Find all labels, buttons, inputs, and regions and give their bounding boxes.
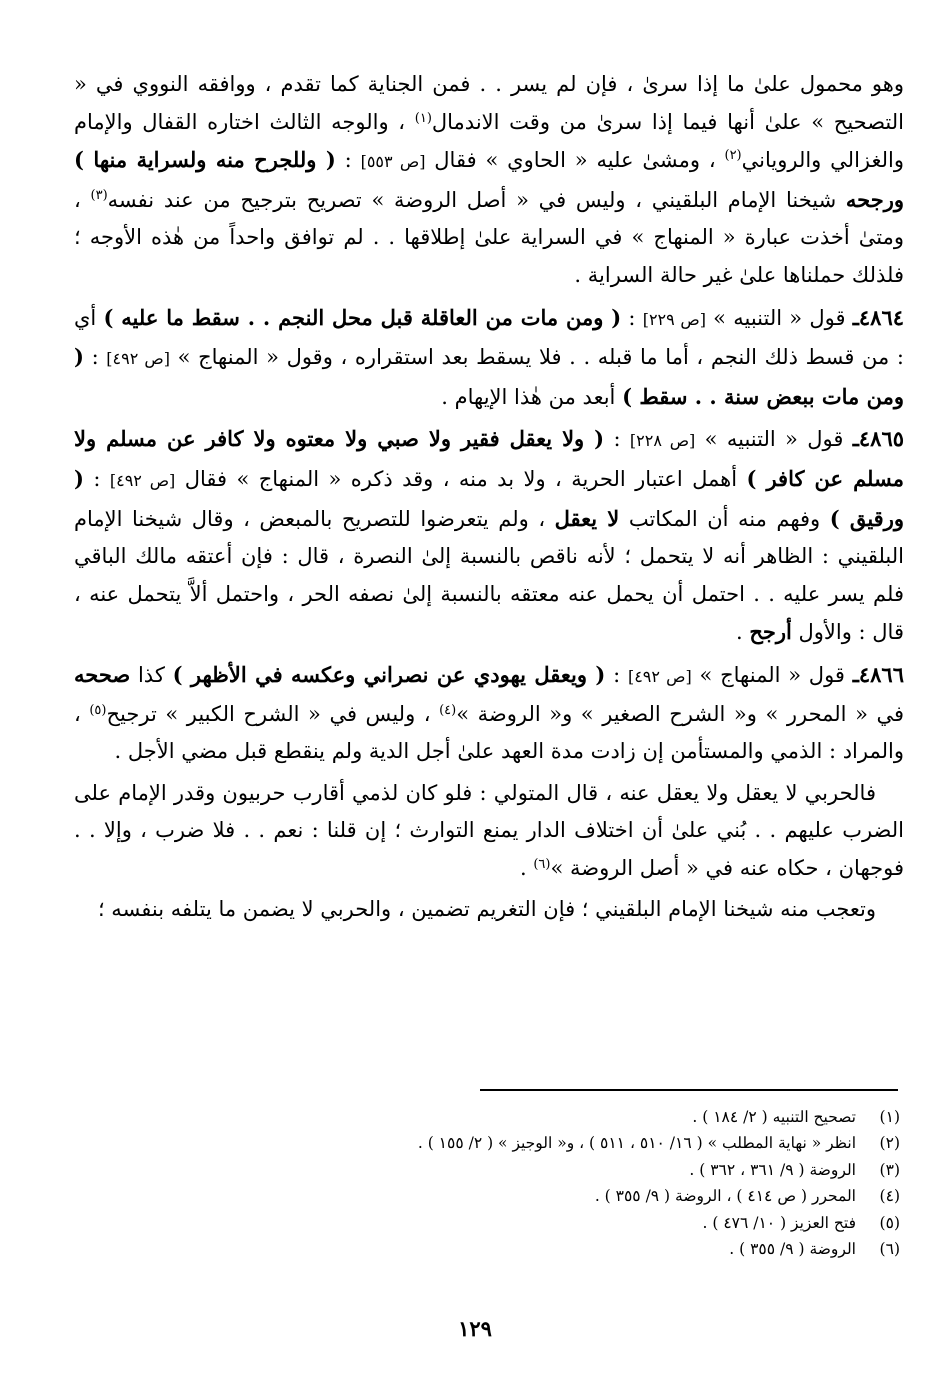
quoted-text: لا يعقل: [554, 505, 620, 531]
text: ، وليس في « الشرح الكبير » ترجيح: [106, 701, 440, 726]
text: .: [519, 855, 534, 880]
footnote-text: تصحيح التنبيه ( ٢/ ١٨٤ ) .: [692, 1108, 856, 1126]
text-line: أخذت عبارة « المنهاج » في السراية علىٰ إطلاقها . . لم توافق واحداً من هٰذه الأوجه ؛ فلذلك: [74, 225, 904, 287]
page-ref: [ص ٢٢٨]: [629, 431, 696, 451]
quoted-text: أرجح: [749, 619, 792, 645]
text: :: [621, 305, 643, 330]
page-number: ١٢٩: [458, 1316, 492, 1341]
footnote-ref: (٤): [439, 702, 457, 718]
issue-number: ٤٨٦٦ـ: [852, 661, 904, 687]
text-line: « التصحيح » علىٰ أنها فيما إذا سرىٰ من وقت الاندمال: [74, 72, 904, 134]
paragraph-bulqini: [74, 891, 904, 929]
text-line: ، ومشىٰ عليه « الحاوي » فقال: [425, 148, 725, 173]
text: :: [604, 427, 630, 452]
text: ، ولم يتعرضوا للتصريح بالمبعض ، وقال شيخنا الإمام البلقيني : الظاهر أنه لا يتحمل ؛ لأنه ناقص بالنسبة إلىٰ النصرة ، قال : فإن أعتقه مالك الباقي فلم يسر عليه . . احتمل أن يحمل عنه معتقه بالنسبة إلىٰ نصفه الحر ، واحتمل ألاَّ يتحمل عنه ، قال : والأول: [74, 506, 904, 645]
quoted-text: ورجحه: [845, 186, 904, 212]
text-line: :: [335, 148, 361, 173]
quoted-text: ( ورقيق ): [74, 465, 904, 531]
paragraph-4864: [74, 299, 904, 417]
footnote-item: [300, 1104, 900, 1130]
paragraph-1: [74, 66, 904, 295]
footnote-text: انظر « نهاية المطلب » ( ١٦/ ٥١٠ ، ٥١١ ) ، و« الوجيز » ( ٢/ ١٥٥ ) .: [417, 1134, 856, 1153]
paragraph-harbi: [74, 775, 904, 888]
text: كذا: [130, 662, 173, 687]
text: .: [735, 620, 750, 645]
text: أي : من قسط ذلك النجم ، أما ما قبله . . فلا يسقط بعد استقراره ، وقول « المنهاج »: [74, 305, 904, 370]
footnote-number: (٢): [879, 1134, 900, 1153]
footnote-number: (١): [879, 1108, 900, 1126]
text: أبعد من هٰذا الإيهام .: [441, 384, 623, 409]
footnote-text: الروضة ( ٩/ ٣٦١ ، ٣٦٢ ) .: [689, 1160, 856, 1179]
text: في « المحرر » و« الشرح الصغير » و« الروضة »: [456, 701, 905, 726]
footnotes: [300, 1104, 900, 1262]
paragraph-4866: [74, 656, 904, 771]
quoted-text: ( ومن مات من العاقلة قبل محل النجم . . سقط ما عليه ): [103, 304, 622, 330]
paragraph-4865: [74, 420, 904, 652]
quoted-text: ( ويعقل يهودي عن نصراني وعكسه في الأظهر ): [172, 661, 606, 687]
page-ref: [ص ٤٩٢]: [109, 470, 176, 490]
text-line: حملناها علىٰ غير حالة السراية .: [574, 262, 846, 287]
text: قول « المنهاج »: [691, 662, 853, 687]
text-line: ، والوجه الثالث اختاره القفال والإمام: [74, 109, 415, 134]
text: :: [83, 466, 110, 491]
footnote-item: [300, 1157, 900, 1183]
footnote-item: [300, 1236, 900, 1262]
quoted-text: ( ولا يعقل فقير ولا صبي ولا معتوه ولا كافر عن مسلم ولا مسلم عن كافر ): [74, 426, 904, 491]
footnote-text: فتح العزيز ( ١٠/ ٤٧٦ ) .: [702, 1213, 856, 1232]
text: أهمل اعتبار الحرية ، ولا بد منه ، وقد ذكره « المنهاج » فقال: [175, 466, 747, 491]
page-ref: [ص ٢٢٩]: [642, 309, 706, 329]
footnote-number: (٥): [879, 1213, 900, 1232]
issue-number: ٤٨٦٤ـ: [852, 304, 905, 330]
text: قول « التنبيه »: [695, 427, 853, 452]
page-ref: [ص ٤٩٢]: [627, 666, 692, 686]
text-line: ، ومتىٰ: [74, 187, 904, 250]
page-ref: [ص ٥٥٣]: [360, 152, 426, 172]
text-line: والغزالي والروياني: [741, 148, 904, 173]
quoted-text: ( ومن مات ببعض سنة . . سقط ): [74, 344, 904, 409]
footnote-text: المحرر ( ص ٤١٤ ) ، الروضة ( ٩/ ٣٥٥ ) .: [594, 1187, 856, 1206]
footnote-separator: [480, 1089, 898, 1091]
text: قول « التنبيه »: [705, 305, 853, 330]
footnote-number: (٤): [879, 1187, 900, 1206]
footnote-ref: (٣): [90, 187, 108, 203]
text: فالحربي لا يعقل ولا يعقل عنه ، قال المتولي : فلو كان لذمي أقارب حربيون وقدر الإمام على الضرب عليهم . . بُني علىٰ أن اختلاف الدار يمنع التوارث ؛ إن قلنا : نعم . . فلا ضرب ، وإلا . . فوجهان ، حكاه عنه في « أصل الروضة »: [74, 780, 904, 880]
footnote-ref: (٢): [724, 148, 742, 164]
footnote-item: [300, 1183, 900, 1209]
footnote-ref: (٦): [533, 856, 551, 872]
main-text: [74, 66, 904, 929]
text: وفهم منه أن المكاتب: [619, 506, 830, 531]
footnote-number: (٣): [879, 1160, 900, 1179]
text: ، والمراد : الذمي والمستأمن إن زادت مدة العهد علىٰ أجل الدية ولم ينقطع قبل مضي الأجل .: [74, 701, 904, 764]
footnote-ref: (١): [414, 110, 432, 126]
footnote-text: الروضة ( ٩/ ٣٥٥ ) .: [729, 1240, 856, 1259]
quoted-text: صححه: [74, 661, 131, 687]
text-line: شيخنا الإمام البلقيني ، وليس في « أصل الروضة » تصريح بترجيح من عند نفسه: [107, 187, 846, 212]
footnote-item: [300, 1210, 900, 1236]
text-line: وهو محمول علىٰ ما إذا سرىٰ ، فإن لم يسر . . فمن الجناية كما تقدم ، ووافقه النووي في: [95, 72, 904, 96]
footnote-ref: (٥): [89, 702, 107, 718]
issue-number: ٤٨٦٥ـ: [852, 426, 905, 452]
text: :: [605, 662, 628, 687]
text: :: [83, 345, 107, 370]
footnote-number: (٦): [879, 1240, 900, 1259]
page-ref: [ص ٤٩٢]: [106, 349, 170, 369]
quoted-text: ( وللجرح منه ولسراية منها ): [74, 147, 336, 173]
text: وتعجب منه شيخنا الإمام البلقيني ؛ فإن التغريم تضمين ، والحربي لا يضمن ما يتلفه بنفسه ؛: [97, 897, 876, 922]
footnote-item: [300, 1130, 900, 1156]
